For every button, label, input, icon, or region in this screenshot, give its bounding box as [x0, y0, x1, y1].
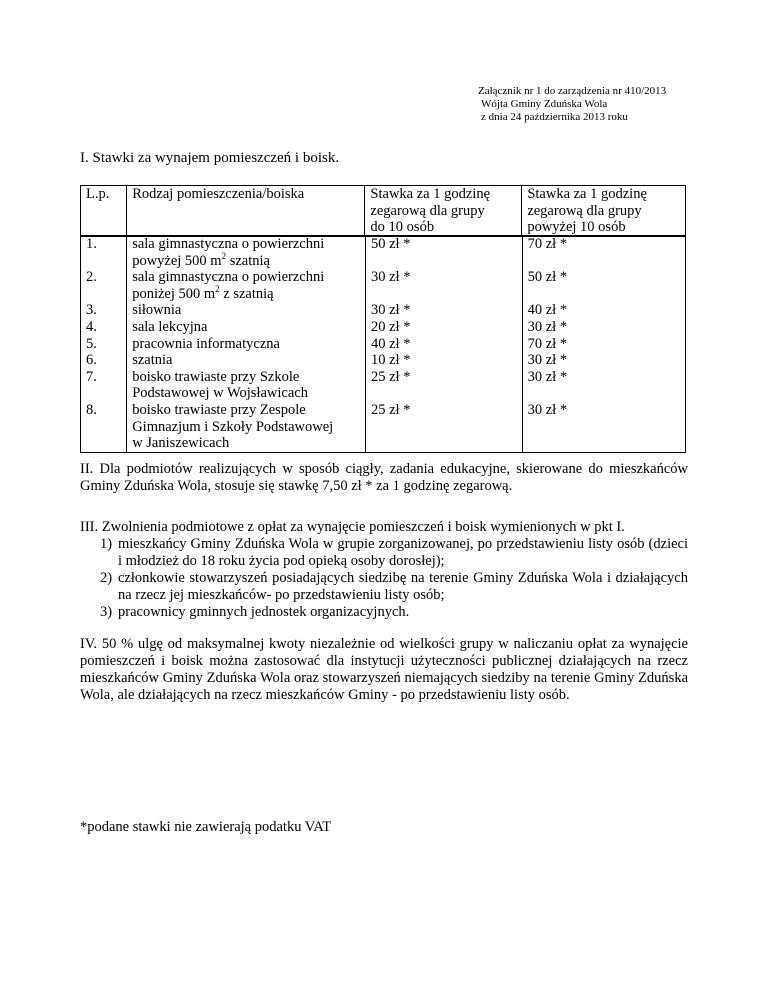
rate-up-column: [522, 236, 685, 453]
row-5-rate10: 40 zł *: [371, 335, 411, 352]
rates-table: [80, 185, 686, 237]
header-rate-up: Stawka za 1 godzinę zegarową dla grupy powyżej 10 osób: [522, 186, 686, 237]
header-line-1: Załącznik nr 1 do zarządzenia nr 410/2013: [478, 85, 667, 97]
section-2-paragraph: II. Dla podmiotów realizujących w sposób ciągły, zadania edukacyjne, skierowane do mieszkańców Gminy Zduńska Wola, stosuje się stawkę 7,50 zł * za 1 godzinę zegarową.: [80, 461, 688, 494]
vat-footnote: *podane stawki nie zawierają podatku VAT: [80, 819, 332, 835]
lp-column: [81, 236, 127, 453]
row-6-lp: 6.: [86, 352, 97, 369]
rates-table-body: [80, 235, 686, 453]
row-4-rate10: 20 zł *: [371, 318, 411, 335]
table-header-row: [81, 186, 686, 237]
row-7-rateup: 30 zł *: [527, 368, 568, 385]
row-3-rate10: 30 zł *: [371, 302, 411, 319]
section-1-title: I. Stawki za wynajem pomieszczeń i boisk.: [80, 150, 340, 166]
row-3-rateup: 40 zł *: [527, 302, 568, 319]
table-body-row: [81, 236, 686, 453]
row-2-name-a: sala gimnastyczna o powierzchni: [132, 269, 325, 286]
row-6-rate10: 10 zł *: [371, 352, 411, 369]
exemption-list: [80, 536, 688, 621]
row-7-lp: 7.: [86, 368, 97, 385]
row-1-rateup: 70 zł *: [527, 236, 568, 252]
row-1-rate10: 50 zł *: [371, 236, 411, 252]
row-5-lp: 5.: [86, 335, 97, 352]
section-3-title: III. Zwolnienia podmiotowe z opłat za wynajęcie pomieszczeń i boisk wymienionych w pkt I.: [80, 519, 625, 535]
row-7-rate10: 25 zł *: [371, 368, 411, 385]
row-1-name-b: powyżej 500 $m^2$ szatnią: [132, 250, 270, 269]
header-line-2: Wójta Gminy Zduńska Wola: [481, 98, 608, 110]
header-name: Rodzaj pomieszczenia/boiska: [127, 186, 365, 237]
header-lp: L.p.: [81, 186, 127, 237]
attachment-header: [478, 85, 666, 124]
row-7-name-b: Podstawowej w Wojsławicach: [132, 385, 308, 402]
row-2-rate10: 30 zł *: [371, 269, 411, 286]
row-2-lp: 2.: [86, 269, 97, 286]
list-item: 2) członkowie stowarzyszeń posiadających siedzibę na terenie Gminy Zduńska Wola i działających na rzecz jej mieszkańców- po przedstawieniu listy osób;: [100, 570, 688, 603]
row-6-rateup: 30 zł *: [527, 352, 568, 369]
section-4-paragraph: IV. 50 % ulgę od maksymalnej kwoty niezależnie od wielkości grupy w naliczaniu opłat za wynajęcie pomieszczeń i boisk można zastosować dla instytucji użyteczności publicznej działających na rzecz mieszkańców Gminy Zduńska Wola oraz stowarzyszeń niemających siedziby na terenie Gminy Zduńska Wola, ale działających na rzecz mieszkańców Gminy - po przedstawieniu listy osób.: [80, 636, 688, 703]
list-item: 1) mieszkańcy Gminy Zduńska Wola w grupie zorganizowanej, po przedstawieniu listy osób (dzieci i młodzież do 18 roku życia pod opieką osoby dorosłej);: [100, 536, 688, 569]
row-6-name: szatnia: [132, 352, 173, 369]
section-3: [80, 519, 688, 621]
row-3-lp: 3.: [86, 302, 97, 319]
row-8-name-a: boisko trawiaste przy Zespole: [132, 401, 306, 418]
row-8-rate10: 25 zł *: [371, 401, 411, 418]
row-1-lp: 1.: [86, 236, 97, 252]
row-4-name: sala lekcyjna: [132, 318, 208, 335]
name-column: [127, 236, 366, 453]
list-item: 3) pracownicy gminnych jednostek organizacyjnych.: [100, 604, 410, 620]
row-8-rateup: 30 zł *: [527, 401, 568, 418]
row-2-name-b: poniżej 500 $m^2$ z szatnią: [132, 283, 274, 302]
row-4-lp: 4.: [86, 318, 97, 335]
row-5-name: pracownia informatyczna: [132, 335, 280, 352]
rate-10-column: [366, 236, 523, 453]
row-8-lp: 8.: [86, 401, 97, 418]
row-7-name-a: boisko trawiaste przy Szkole: [132, 368, 300, 385]
row-5-rateup: 70 zł *: [527, 335, 568, 352]
header-rate-10: Stawka za 1 godzinę zegarową dla grupy do 10 osób: [365, 186, 522, 237]
header-line-3: z dnia 24 października 2013 roku: [481, 111, 628, 123]
row-2-rateup: 50 zł *: [527, 269, 568, 286]
row-8-name-b: Gimnazjum i Szkoły Podstawowej: [132, 418, 334, 435]
row-8-name-c: w Janiszewicach: [132, 435, 230, 452]
row-3-name: siłownia: [132, 302, 182, 319]
row-4-rateup: 30 zł *: [527, 318, 568, 335]
row-1-name-a: sala gimnastyczna o powierzchni: [132, 236, 325, 252]
